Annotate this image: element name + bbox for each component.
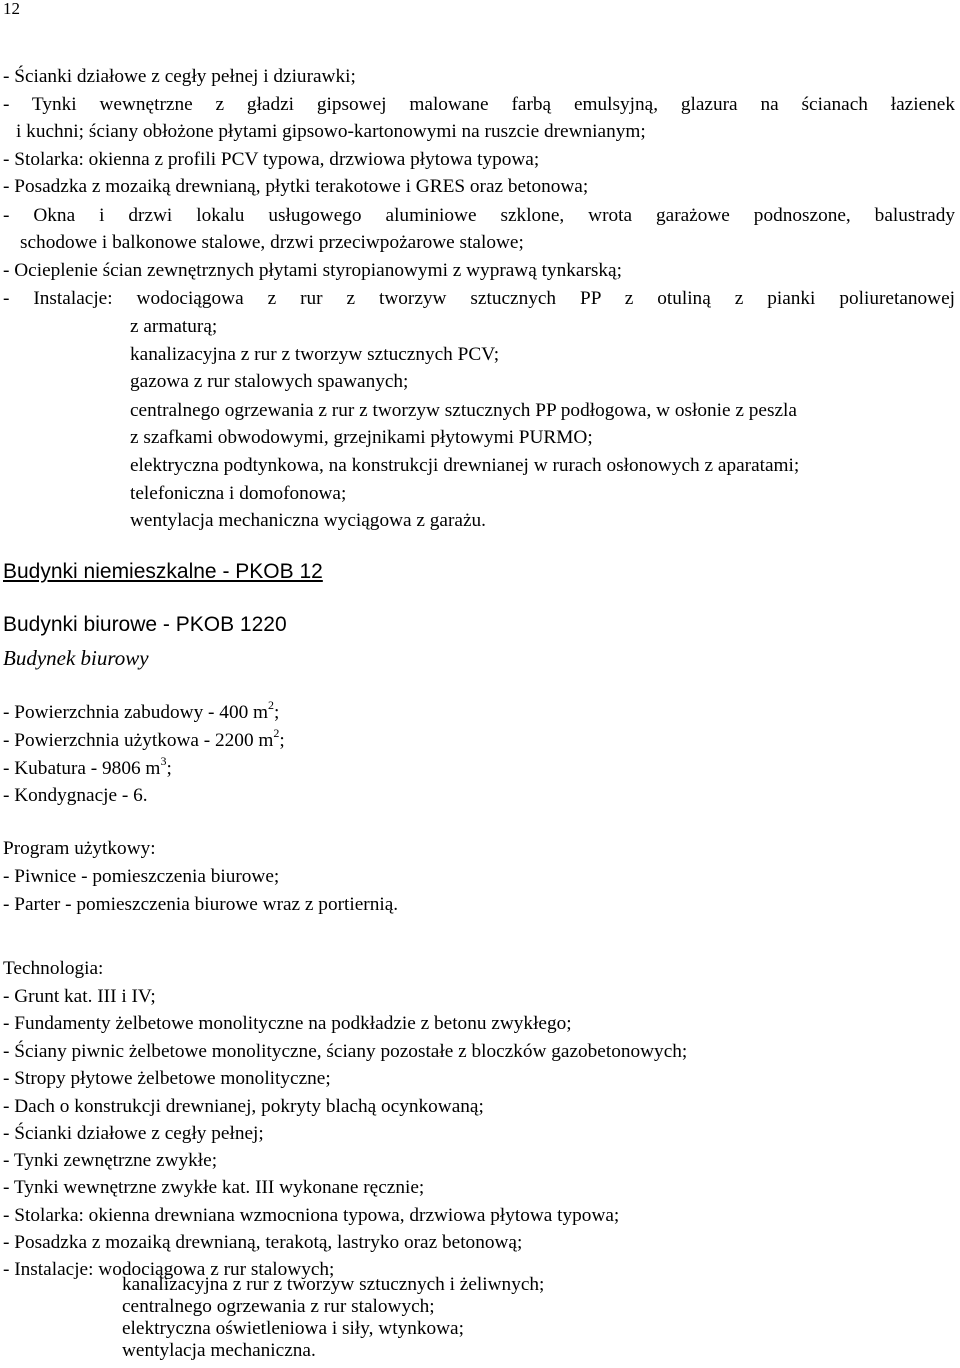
- text-line: z armaturą;: [130, 316, 218, 337]
- text-line: - Ścianki działowe z cegły pełnej i dziurawki;: [3, 66, 356, 87]
- page-number: 12: [3, 0, 20, 18]
- text-line: wentylacja mechaniczna wyciągowa z garażu.: [130, 510, 486, 531]
- technology-item: - Ścianki działowe z cegły pełnej;: [3, 1123, 264, 1144]
- text-line: z szafkami obwodowymi, grzejnikami płytowymi PURMO;: [130, 427, 593, 448]
- technology-item: - Fundamenty żelbetowe monolityczne na podkładzie z betonu zwykłego;: [3, 1013, 572, 1034]
- text-line: - Stolarka: okienna z profili PCV typowa, drzwiowa płytowa typowa;: [3, 149, 540, 170]
- technology-item: - Posadzka z mozaiką drewnianą, terakotą, lastryko oraz betonową;: [3, 1232, 523, 1253]
- technology-item: elektryczna oświetleniowa i siły, wtynkowa;: [122, 1318, 464, 1339]
- text-line: centralnego ogrzewania z rur z tworzyw sztucznych PP podłogowa, w osłonie z peszla: [130, 400, 797, 421]
- text-line: kanalizacyjna z rur z tworzyw sztucznych PCV;: [130, 344, 500, 365]
- param-area-use: - Powierzchnia użytkowa - 2200 $m^2$;: [3, 725, 285, 751]
- program-item: - Parter - pomieszczenia biurowe wraz z portiernią.: [3, 894, 399, 915]
- text-line: - Tynki wewnętrzne z gładzi gipsowej malowane farbą emulsyjną, glazura na ścianach łazienek: [3, 94, 955, 115]
- technology-item: - Stolarka: okienna drewniana wzmocniona typowa, drzwiowa płytowa typowa;: [3, 1205, 620, 1226]
- param-cubature: - Kubatura - 9806 $m^3$;: [3, 753, 172, 779]
- text-line: elektryczna podtynkowa, na konstrukcji drewnianej w rurach osłonowych z aparatami;: [130, 455, 800, 476]
- heading-building: Budynek biurowy: [3, 646, 149, 670]
- program-item: - Piwnice - pomieszczenia biurowe;: [3, 866, 280, 887]
- technology-item: - Dach o konstrukcji drewnianej, pokryty blachą ocynkowaną;: [3, 1096, 484, 1117]
- text-line: schodowe i balkonowe stalowe, drzwi przeciwpożarowe stalowe;: [20, 232, 524, 253]
- technology-item: - Tynki zewnętrzne zwykłe;: [3, 1150, 218, 1171]
- technology-item: - Stropy płytowe żelbetowe monolityczne;: [3, 1068, 331, 1089]
- technology-item: - Grunt kat. III i IV;: [3, 986, 156, 1007]
- text-line: - Instalacje: wodociągowa z rur z tworzyw sztucznych PP z otuliną z pianki poliuretanowej: [3, 288, 955, 309]
- text-line: - Posadzka z mozaiką drewnianą, płytki terakotowe i GRES oraz betonowa;: [3, 176, 589, 197]
- param-area-build: - Powierzchnia zabudowy - 400 $m^2$;: [3, 697, 280, 723]
- technology-item: - Tynki wewnętrzne zwykłe kat. III wykonane ręcznie;: [3, 1177, 425, 1198]
- text-line: - Ocieplenie ścian zewnętrznych płytami styropianowymi z wyprawą tynkarską;: [3, 260, 622, 281]
- program-title: Program użytkowy:: [3, 838, 156, 859]
- technology-item: wentylacja mechaniczna.: [122, 1340, 316, 1361]
- technology-title: Technologia:: [3, 958, 104, 979]
- text-line: telefoniczna i domofonowa;: [130, 483, 347, 504]
- technology-item: kanalizacyjna z rur z tworzyw sztucznych i żeliwnych;: [122, 1274, 545, 1295]
- technology-item: - Ściany piwnic żelbetowe monolityczne, ściany pozostałe z bloczków gazobetonowych;: [3, 1041, 688, 1062]
- technology-item: - Instalacje: wodociągowa z rur stalowych;: [3, 1259, 335, 1280]
- technology-item: centralnego ogrzewania z rur stalowych;: [122, 1296, 435, 1317]
- text-line: i kuchni; ściany obłożone płytami gipsowo-kartonowymi na ruszcie drewnianym;: [16, 121, 646, 142]
- heading-main: Budynki niemieszkalne - PKOB 12: [3, 560, 323, 583]
- text-line: - Okna i drzwi lokalu usługowego aluminiowe szklone, wrota garażowe podnoszone, balustrady: [3, 205, 955, 226]
- param-floors: - Kondygnacje - 6.: [3, 785, 148, 806]
- text-line: gazowa z rur stalowych spawanych;: [130, 371, 409, 392]
- heading-sub: Budynki biurowe - PKOB 1220: [3, 613, 287, 636]
